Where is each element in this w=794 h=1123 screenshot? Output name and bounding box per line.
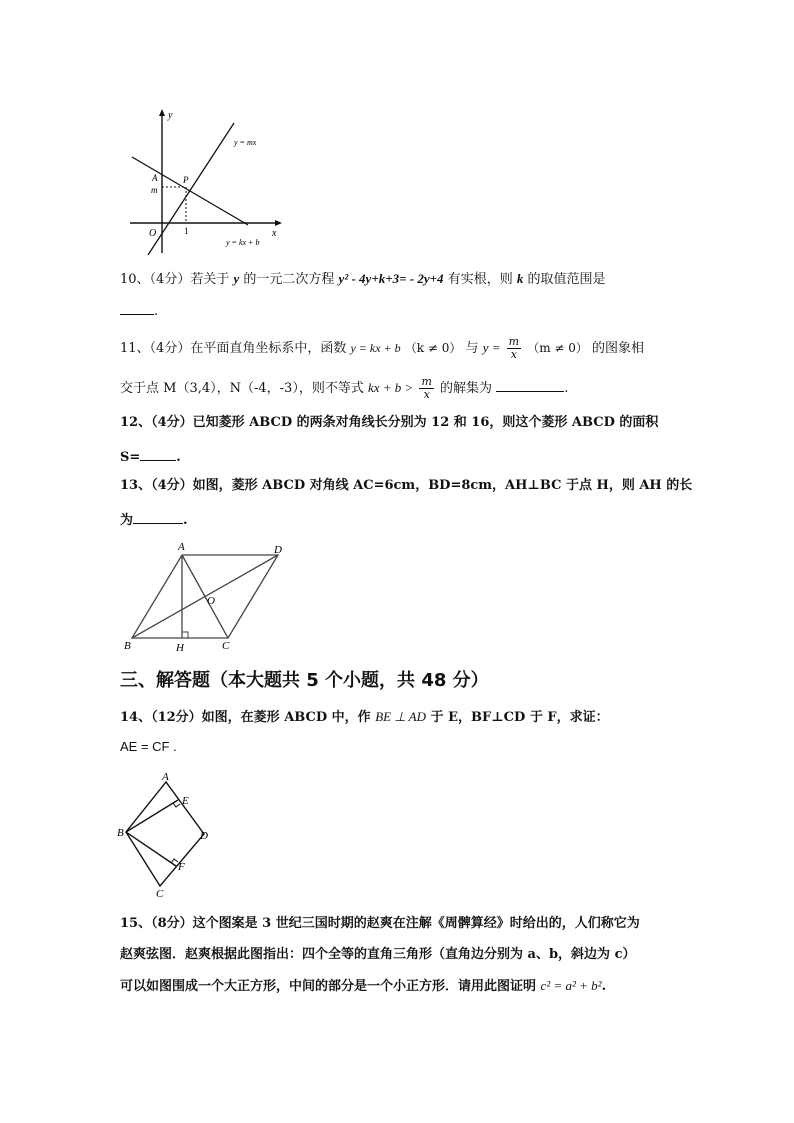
- label-c: C: [156, 888, 164, 900]
- label-h: H: [176, 642, 184, 654]
- origin-label: O: [149, 228, 157, 239]
- question-15-line3: 可以如图围成一个大正方形，中间的部分是一个小正方形．请用此图证明 c² = a² + b².: [120, 978, 607, 994]
- question-10-line2: .: [120, 300, 158, 321]
- line-mx: [148, 123, 234, 255]
- label-a: A: [162, 771, 169, 783]
- answer-blank-10[interactable]: [120, 300, 154, 315]
- question-14-line1: 14、（12分）如图，在菱形 ABCD 中，作 BE ⊥ AD 于 E，BF⊥CD 于 F，求证：: [120, 709, 609, 725]
- section-title: 三、解答题（本大题共 5 个小题，共 48 分）: [120, 670, 489, 691]
- question-12-line2: S= .: [120, 446, 181, 467]
- m-label: m: [151, 185, 158, 195]
- question-11-line2: 交于点 M（3,4），N（-4，-3），则不等式 kx + b > $\frac{m}{x}$ 的解集为 .: [120, 375, 569, 401]
- label-e: E: [182, 795, 189, 807]
- segment-be: [126, 800, 178, 832]
- x-axis-label: x: [272, 228, 277, 239]
- label-c: C: [222, 640, 230, 652]
- one-label: 1: [184, 226, 189, 236]
- right-angle-mark-e: [173, 803, 180, 807]
- question-14-line2: AE = CF .: [120, 739, 177, 754]
- fraction-m-over-x-2: $\frac{m}{x}$: [421, 375, 432, 401]
- question-11-line1: 11、（4分）在平面直角坐标系中，函数 y = kx + b （k ≠ 0） 与 y = $\frac{m}{x}$ （m ≠ 0） 的图象相: [120, 335, 645, 361]
- right-angle-mark-h: [182, 632, 188, 638]
- question-12-line1: 12、（4分）已知菱形 ABCD 的两条对角线长分别为 12 和 16，则这个菱形 ABCD 的面积: [120, 415, 659, 430]
- x-axis-arrow: [275, 220, 282, 226]
- fraction-m-over-x: $\frac{m}{x}$: [508, 335, 520, 361]
- line-kxb: [132, 157, 248, 225]
- question-10-line1: 10、（4分）若关于 y 的一元二次方程 y² - 4y+k+3= - 2y+4 有实根，则 k 的取值范围是: [120, 271, 606, 287]
- label-b: B: [124, 640, 131, 652]
- label-d: D: [200, 830, 208, 842]
- answer-blank-12[interactable]: [140, 446, 176, 461]
- y-axis-arrow: [159, 109, 165, 116]
- question-13-line1: 13、（4分）如图，菱形 ABCD 对角线 AC=6cm，BD=8cm，AH⊥BC 于点 H，则 AH 的长: [120, 478, 693, 493]
- right-angle-mark-f: [171, 859, 178, 863]
- question-15-line1: 15、（8分）这个图案是 3 世纪三国时期的赵爽在注解《周髀算经》时给出的，人们称它为: [120, 916, 640, 931]
- figure-rhombus-ah: [120, 538, 290, 656]
- question-13-line2: 为 .: [120, 509, 188, 530]
- point-p-label: P: [183, 175, 189, 185]
- figure-coordinate-graph: [128, 105, 288, 255]
- segment-bf: [126, 832, 176, 866]
- answer-blank-13[interactable]: [133, 509, 183, 524]
- label-f: F: [178, 861, 185, 873]
- label-d: D: [274, 544, 282, 556]
- line-mx-label: y = mx: [234, 138, 257, 147]
- label-b: B: [117, 827, 124, 839]
- diagonal-bd: [132, 555, 278, 638]
- line-kxb-label: y = kx + b: [226, 238, 260, 247]
- figure-rhombus-be-bf: [116, 770, 216, 900]
- label-o: O: [207, 595, 215, 607]
- y-axis-label: y: [168, 110, 173, 121]
- label-a: A: [178, 541, 185, 553]
- question-15-line2: 赵爽弦图．赵爽根据此图指出：四个全等的直角三角形（直角边分别为 a、b，斜边为 c）: [120, 947, 636, 962]
- answer-blank-11[interactable]: [496, 377, 564, 392]
- point-a-label: A: [152, 173, 158, 183]
- rhombus-abcd-2: [126, 782, 204, 886]
